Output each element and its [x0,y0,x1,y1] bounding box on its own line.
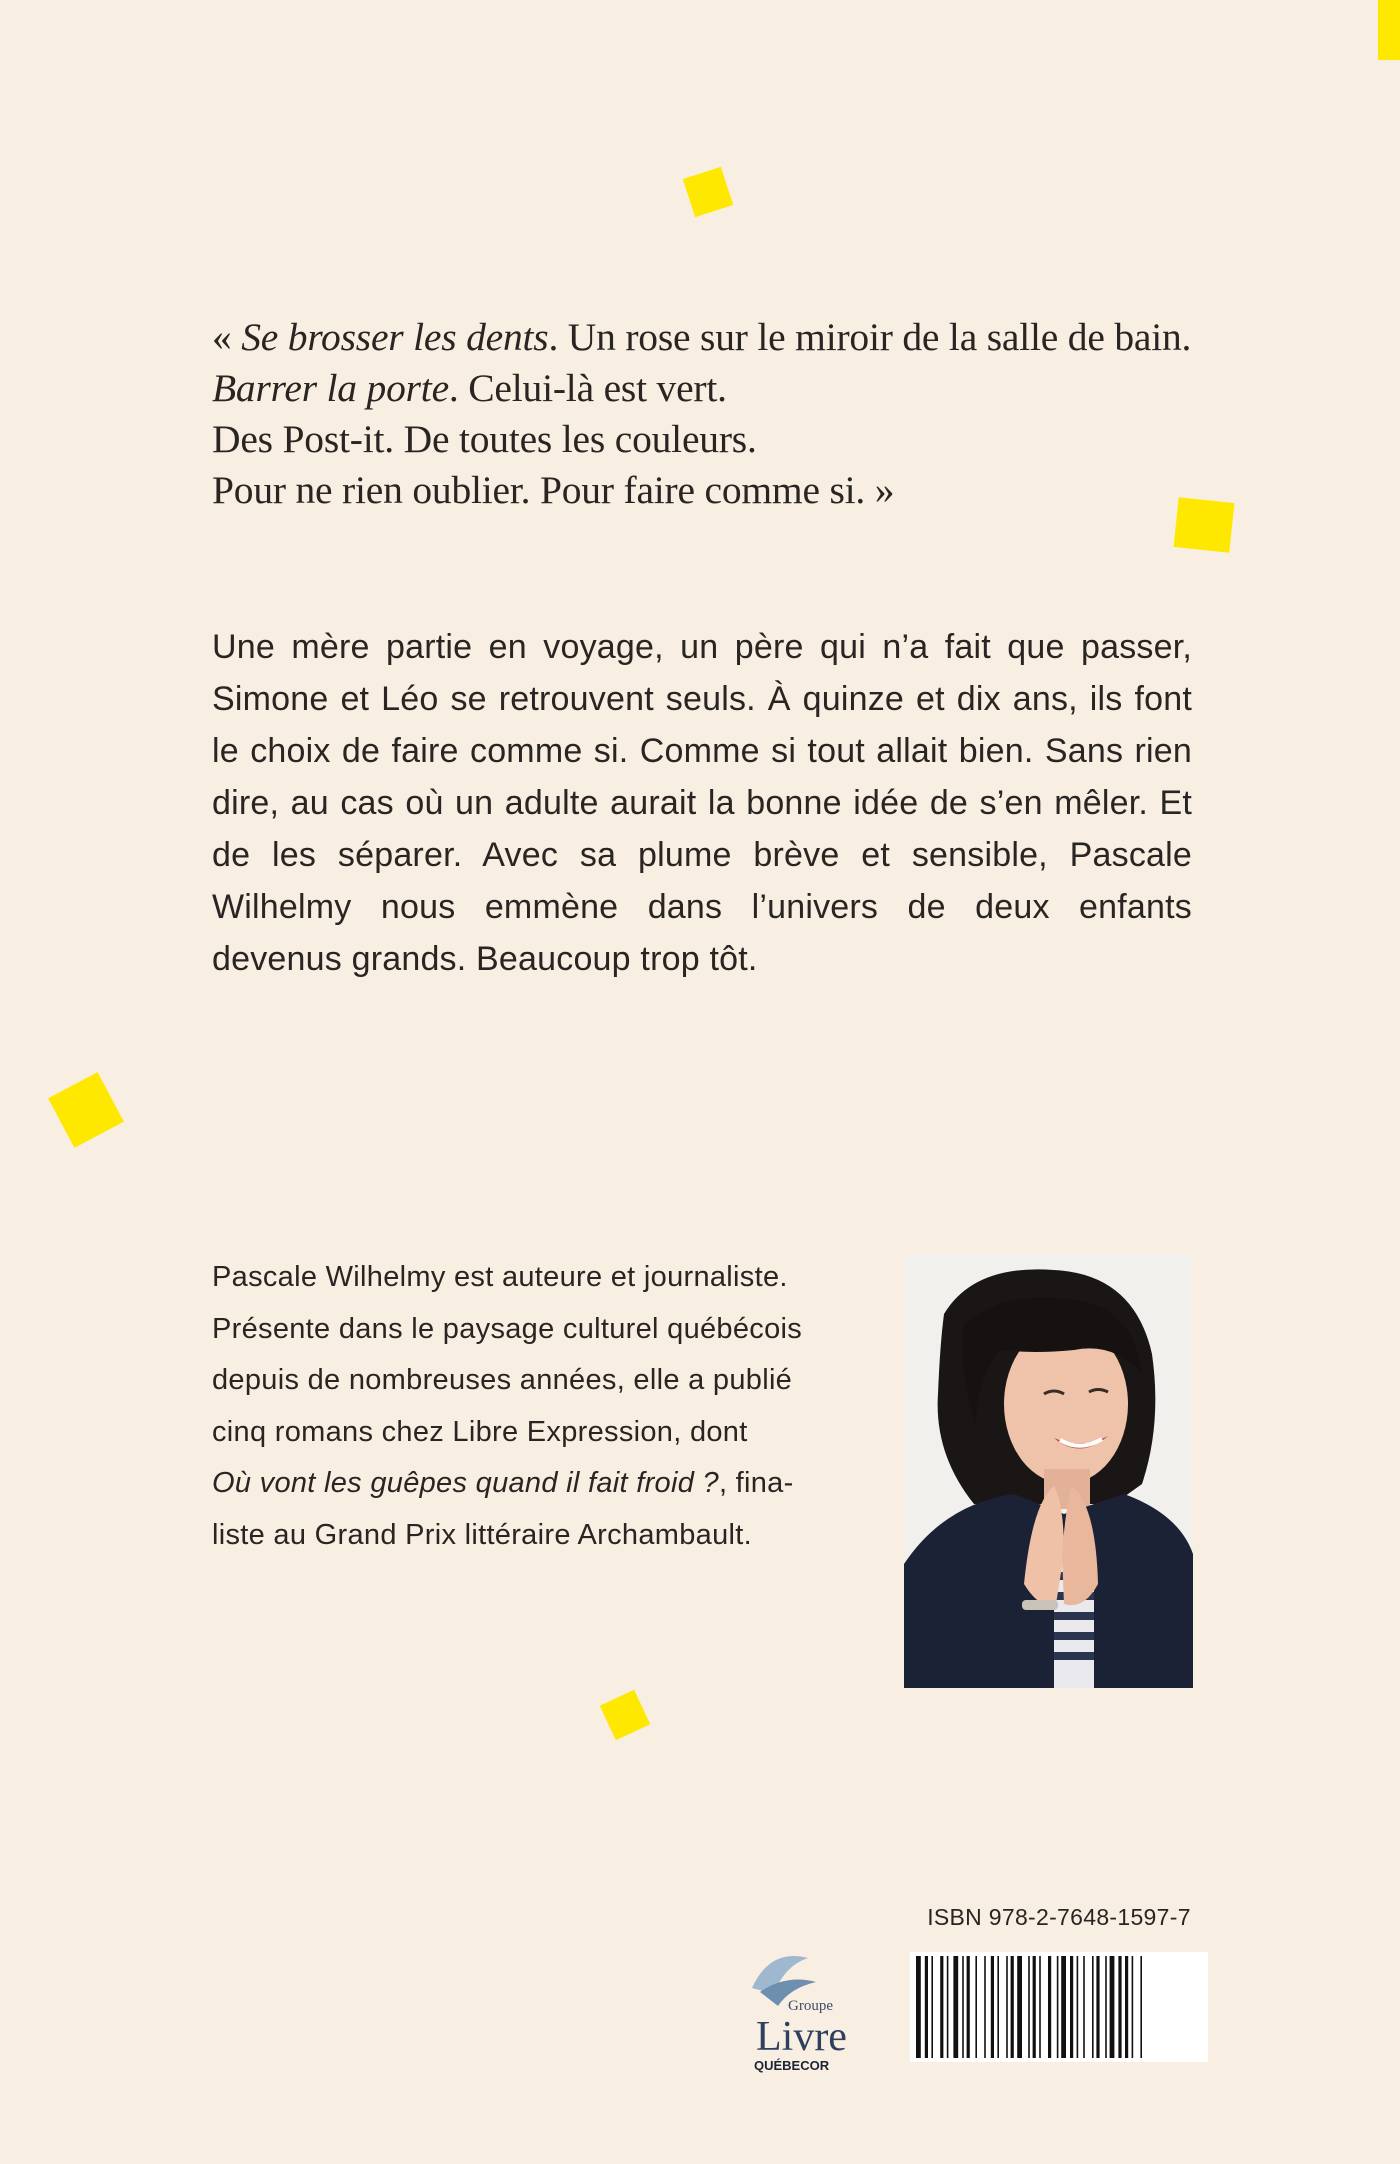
barcode-bar [1017,1956,1022,2058]
barcode-bar [962,1956,964,2058]
barcode-bar [1028,1956,1030,2058]
sticky-note-top-right [1378,0,1400,60]
barcode-bar [991,1956,994,2058]
svg-text:Groupe: Groupe [788,1998,833,2014]
barcode-bar [931,1956,933,2058]
barcode-bar [1048,1956,1051,2058]
author-bio [212,1252,862,1561]
barcode-bar [1061,1956,1066,2058]
bio-line: Où vont les guêpes quand il fait froid ?, fina- [212,1467,794,1499]
bio-line: depuis de nombreuses années, elle a publié [212,1364,793,1396]
opening-quote [212,312,1252,516]
barcode-bar [997,1956,999,2058]
barcode-bar [1006,1956,1008,2058]
sticky-note-left [48,1072,124,1148]
bio-line: liste au Grand Prix littéraire Archambault. [212,1518,752,1551]
barcode-bar [1057,1956,1059,2058]
bio-line: Pascale Wilhelmy est auteure et journaliste. [212,1261,788,1293]
barcode-bar [1077,1956,1079,2058]
barcode-bar [975,1956,977,2058]
quote-line-3: Des Post-it. De toutes les couleurs. [212,417,757,461]
sticky-note-bottom [600,1690,650,1740]
barcode-bar [916,1956,921,2058]
sticky-note-top [683,167,733,217]
barcode-bar [1083,1956,1085,2058]
bio-line: Présente dans le paysage culturel québécois [212,1312,803,1345]
synopsis-paragraph: Une mère partie en voyage, un père qui n’a fait que passer, Simone et Léo se retrouvent seuls. À quinze et dix ans, ils font le choix de faire comme si. Comme si tout allait bien. Sans rien dire, au cas où un adulte aurait la bonne idée de s’en mêler. Et de les séparer. Avec sa plume brève et sensible, Pascale Wilhelmy nous emmène dans l’univers de deux enfants devenus grands. Beaucoup trop tôt. [212,628,1192,978]
barcode-bar [1033,1956,1036,2058]
barcode-bar [1092,1956,1094,2058]
svg-text:QUÉBECOR: QUÉBECOR [754,2058,830,2073]
quote-line-4: Pour ne rien oublier. Pour faire comme si. » [212,468,895,512]
isbn-label: ISBN 978-2-7648-1597-7 [927,1904,1191,1930]
barcode-bar [1125,1956,1128,2058]
svg-text:Livre: Livre [756,2014,847,2060]
isbn-barcode-block [908,1904,1210,2064]
barcode-bar [1140,1956,1142,2058]
barcode-bar [953,1956,958,2058]
author-photo [904,1254,1193,1688]
barcode-bar [1039,1956,1041,2058]
barcode-bar [925,1956,928,2058]
barcode-bar [1070,1956,1073,2058]
barcode-bar [1132,1956,1134,2058]
barcode-bar [1011,1956,1014,2058]
barcode-bar [1110,1956,1115,2058]
quote-line-1: « Se brosser les dents. Un rose sur le miroir de la salle de bain. [212,315,1192,359]
barcode-image [910,1952,1208,2062]
author-portrait-image [904,1254,1193,1688]
barcode-bar [1105,1956,1107,2058]
quote-line-2: Barrer la porte. Celui-là est vert. [212,366,727,410]
barcode-bar [1118,1956,1121,2058]
barcode-bar [940,1956,943,2058]
bio-line: cinq romans chez Libre Expression, dont [212,1415,748,1448]
barcode-bar [1096,1956,1099,2058]
barcode-bar [947,1956,949,2058]
barcode-bar [984,1956,986,2058]
barcode-bar [967,1956,970,2058]
publisher-logo [730,1948,870,2088]
